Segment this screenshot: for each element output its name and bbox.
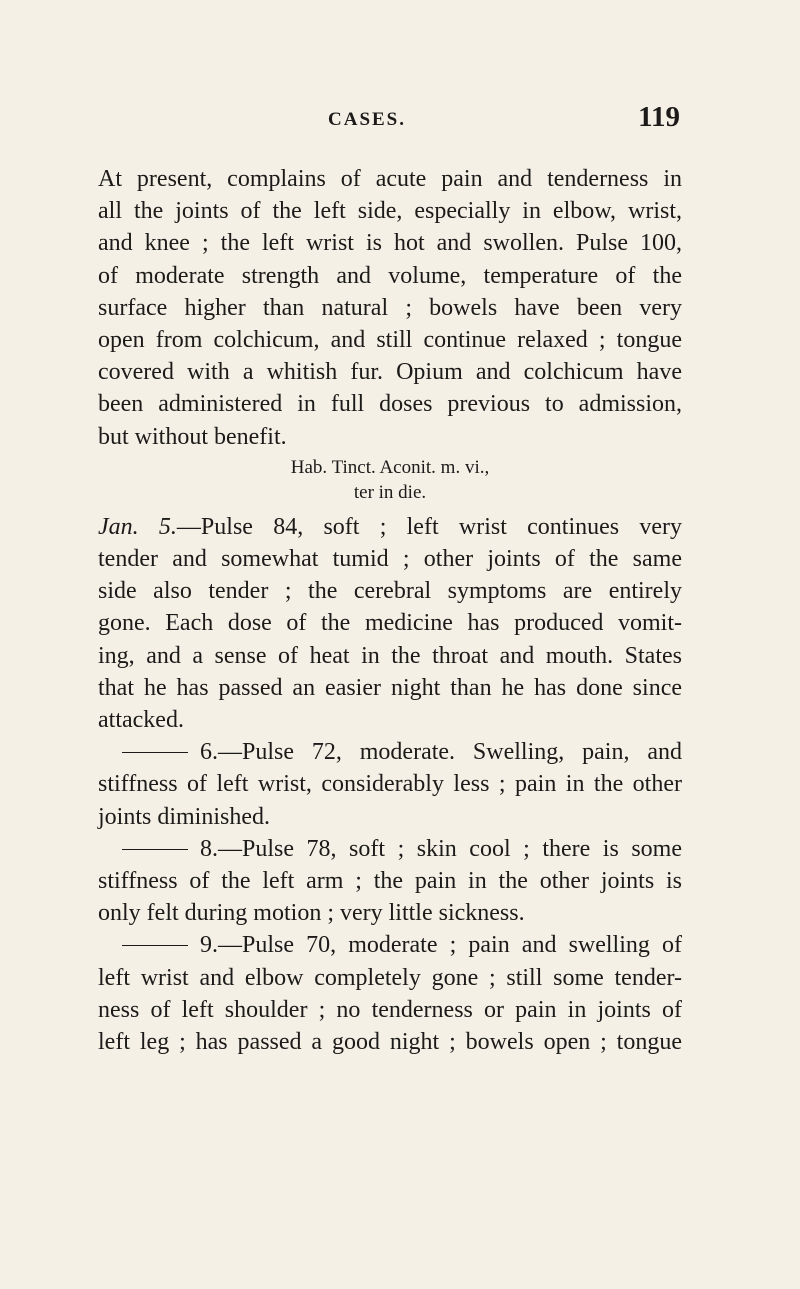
ditto-dash bbox=[122, 945, 188, 946]
text-line: stiffness of left wrist, considerably less ; pain in the other bbox=[98, 771, 682, 798]
entry-jan-5 bbox=[98, 511, 682, 736]
entry-date: 6. bbox=[200, 739, 218, 766]
entry-date: Jan. 5. bbox=[98, 513, 177, 540]
running-head: CASES. bbox=[328, 109, 406, 130]
text-line: left wrist and elbow completely gone ; still some tender- bbox=[98, 964, 682, 991]
entry-date: 8. bbox=[200, 835, 218, 862]
entry-date: 9. bbox=[200, 932, 218, 959]
text-line: that he has passed an easier night than he has done since bbox=[98, 674, 682, 701]
text-line: joints diminished. bbox=[98, 803, 271, 830]
text-line: stiffness of the left arm ; the pain in the other joints is bbox=[98, 868, 682, 895]
text-line: and knee ; the left wrist is hot and swollen. Pulse 100, bbox=[98, 230, 682, 257]
text-line: all the joints of the left side, especially in elbow, wrist, bbox=[98, 198, 682, 225]
prescription-line: Hab. Tinct. Aconit. m. vi., bbox=[290, 456, 490, 478]
text-line: open from colchicum, and still continue relaxed ; tongue bbox=[98, 327, 682, 354]
text-line: 9.—Pulse 70, moderate ; pain and swelling of bbox=[98, 929, 682, 961]
page-number: 119 bbox=[638, 101, 680, 133]
text-line: covered with a whitish fur. Opium and colchicum have bbox=[98, 359, 682, 386]
body-text bbox=[98, 163, 682, 1058]
text-line: ing, and a sense of heat in the throat and mouth. States bbox=[98, 642, 682, 669]
ditto-dash bbox=[122, 849, 188, 850]
entry-9 bbox=[98, 929, 682, 1058]
text-line: At present, complains of acute pain and tenderness in bbox=[98, 166, 682, 192]
paragraph-present-condition bbox=[98, 163, 682, 453]
entry-6 bbox=[98, 736, 682, 833]
text-line: Jan. 5.—Pulse 84, soft ; left wrist continues very bbox=[98, 513, 683, 540]
text-line: 8.—Pulse 78, soft ; skin cool ; there is some bbox=[98, 833, 682, 865]
text-line: attacked. bbox=[98, 707, 184, 734]
text-line: been administered in full doses previous to admission, bbox=[98, 391, 682, 418]
text-line: only felt during motion ; very little sickness. bbox=[98, 900, 525, 927]
text-line: gone. Each dose of the medicine has produced vomit- bbox=[98, 610, 682, 637]
text-line: 6.—Pulse 72, moderate. Swelling, pain, and bbox=[98, 736, 682, 768]
text-line: of moderate strength and volume, temperature of the bbox=[98, 262, 682, 289]
text-line: but without benefit. bbox=[98, 423, 287, 450]
prescription bbox=[98, 455, 682, 505]
page-header bbox=[100, 101, 680, 141]
entry-8 bbox=[98, 833, 682, 930]
text-line: surface higher than natural ; bowels have been very bbox=[98, 294, 682, 321]
prescription-line: ter in die. bbox=[353, 481, 427, 503]
text-line: tender and somewhat tumid ; other joints of the same bbox=[98, 546, 682, 573]
text-line: side also tender ; the cerebral symptoms are entirely bbox=[98, 578, 682, 605]
text-line: left leg ; has passed a good night ; bowels open ; tongue bbox=[98, 1029, 682, 1056]
text-line: ness of left shoulder ; no tenderness or pain in joints of bbox=[98, 996, 682, 1023]
ditto-dash bbox=[122, 752, 188, 753]
